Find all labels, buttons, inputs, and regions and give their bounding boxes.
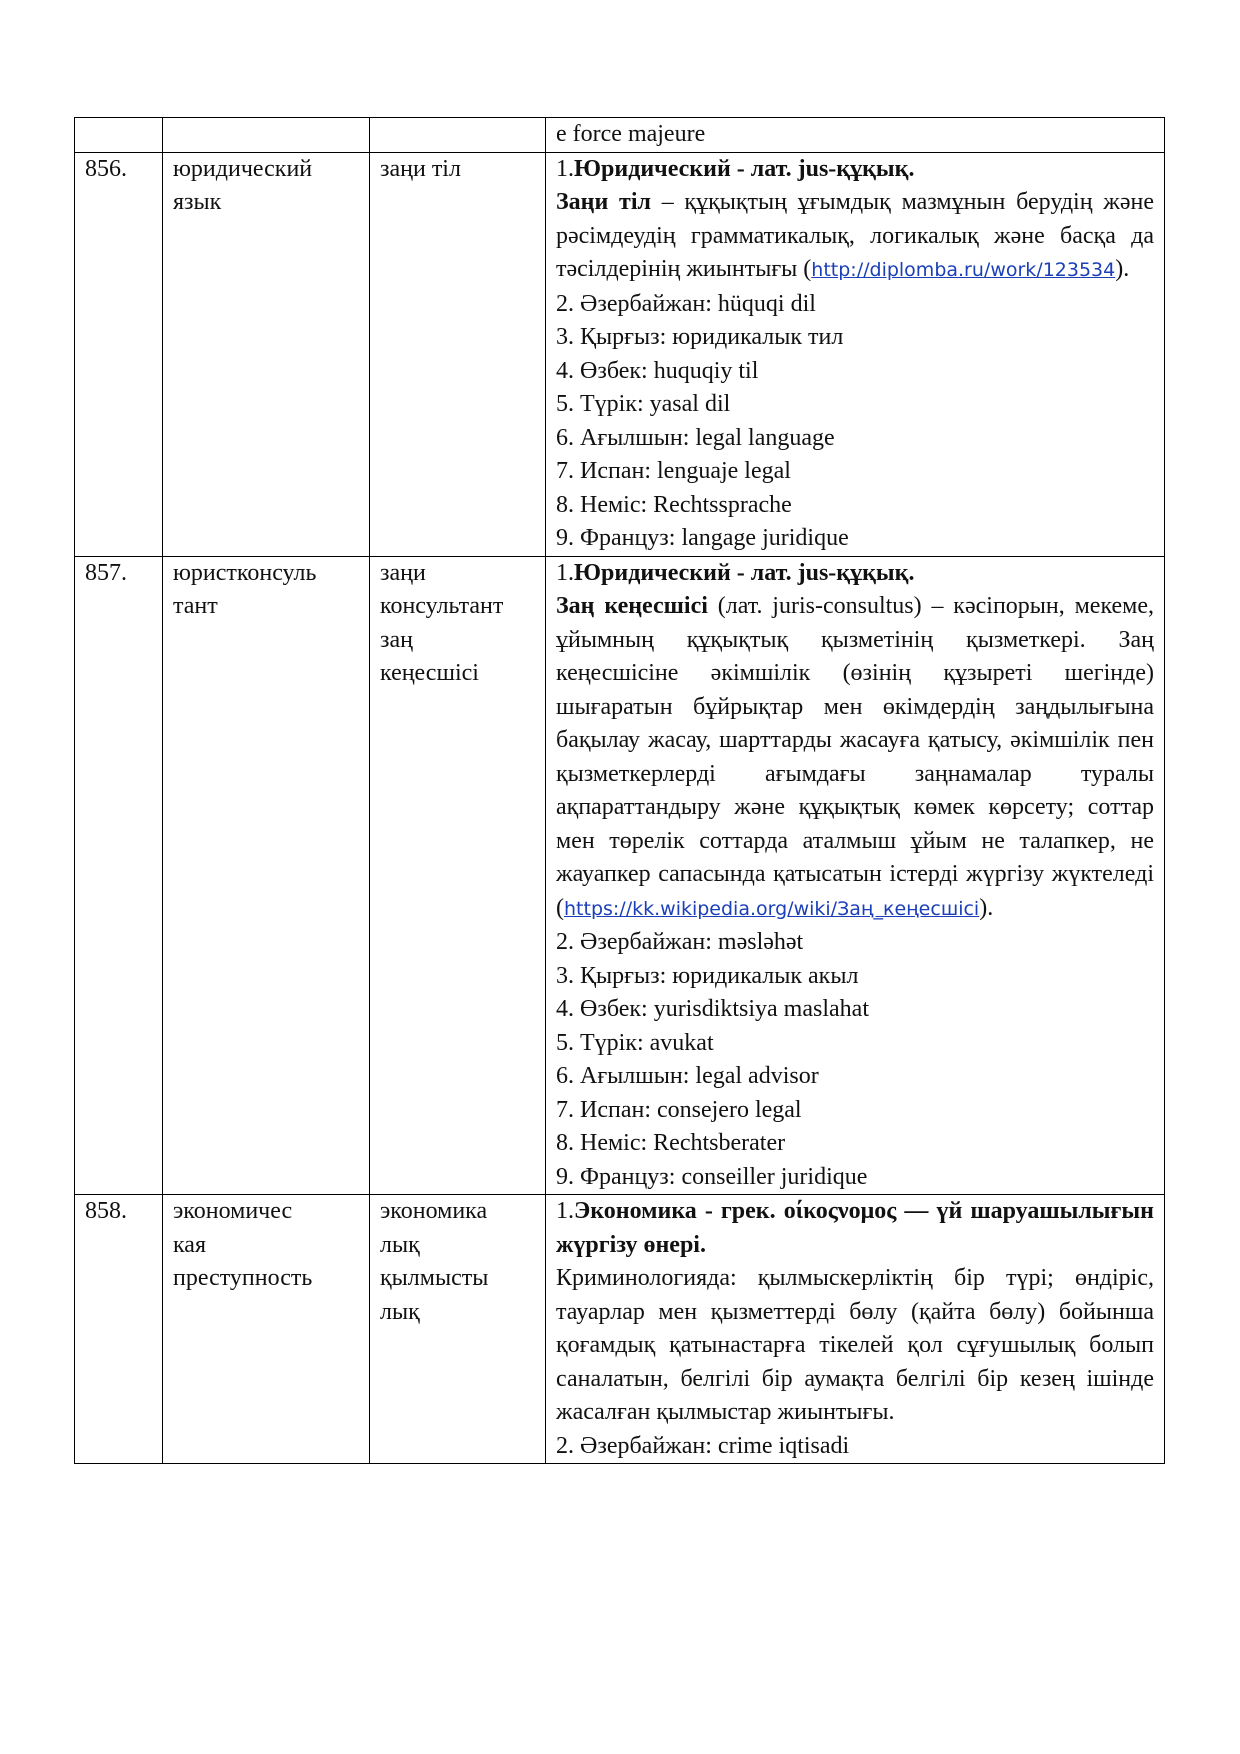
entry-number: 858. [75, 1195, 163, 1464]
table-row-continuation [75, 118, 1165, 153]
translation-line: 2. Әзербайжан: crime iqtisadi [556, 1432, 850, 1459]
document-page [74, 117, 1164, 1464]
table-row [75, 556, 1165, 1195]
translation-line: 6. Ағылшын: legal advisor [556, 1063, 819, 1089]
source-link[interactable]: https://kk.wikipedia.org/wiki/Заң_кеңесшісі [564, 897, 980, 920]
definition-cell [546, 556, 1165, 1195]
translation-line: 3. Қырғыз: юридикалык акыл [556, 962, 859, 989]
etymology-line: 1.Экономика - грек. οίκοςνομος — үй шаруашылығын жүргізу өнері. [556, 1198, 1154, 1258]
etymology-line: 1.Юридический - лат. jus-құқық. [556, 559, 915, 586]
translation-line: 2. Әзербайжан: hüquqi dil [556, 290, 816, 317]
translation-line: 2. Әзербайжан: məsləhət [556, 929, 804, 955]
translation-line: 3. Қырғыз: юридикалык тил [556, 324, 844, 350]
translation-line: 5. Түрік: avukat [556, 1029, 714, 1056]
table-row [75, 1195, 1165, 1464]
translation-line: 8. Неміс: Rechtssprache [556, 491, 792, 518]
definition-text: Заңи тіл – құқықтың ұғымдық мазмұнын берудің және рәсімдеудің грамматикалық, логикалық және басқа да тәсілдерінің жиынтығы (http://diplomba.ru/work/123534). [556, 189, 1154, 282]
num-cell [75, 118, 163, 153]
table-row [75, 152, 1165, 556]
source-link[interactable]: http://diplomba.ru/work/123534 [811, 259, 1116, 281]
definition-cell [546, 152, 1165, 556]
kz-term: заңи тіл [370, 152, 546, 556]
kz-term: заңи консультант заң кеңесшісі [370, 556, 546, 1195]
glossary-table [74, 117, 1165, 1464]
translation-line: 7. Испан: lenguaje legal [556, 458, 791, 484]
definition-cell [546, 1195, 1165, 1464]
translation-line: 5. Түрік: yasal dil [556, 391, 731, 417]
kz-term: экономика лық қылмысты лық [370, 1195, 546, 1464]
definition-text: Криминологияда: қылмыскерліктің бір түрі; өндіріс, тауарлар мен қызметтерді бөлу (қайта бөлу) бойынша қоғамдық қатынастарға тікелей қол сұғушылық болып саналатын, белгілі бір аумақта белгілі бір кезең ішінде жасалған қылмыстар жиынтығы. [556, 1265, 1154, 1425]
entry-number: 857. [75, 556, 163, 1195]
ru-term-cell [163, 118, 370, 153]
translation-line: 4. Өзбек: yurisdiktsiya maslahat [556, 996, 869, 1022]
translation-line: 9. Француз: conseiller juridique [556, 1163, 868, 1190]
translation-line: 9. Француз: langage juridique [556, 525, 849, 551]
ru-term: юридический язык [163, 152, 370, 556]
definition-text: Заң кеңесшісі (лат. juris-consultus) – кәсіпорын, мекеме, ұйымның құқықтық қызметінің қызметкері. Заң кеңесшісіне әкімшілік (өзінің құзыреті шегінде) шығаратын бұйрықтар мен өкімдердің заңдылығына бақылау жасау, шарттарды жасауға қатысу, әкімшілік пен қызметкерлерді ағымдағы заңнамалар туралы ақпараттандыру және құқықтық көмек көрсету; соттар мен төрелік соттарда аталмыш ұйым не талапкер, не жауапкер сапасында қатысатын істерді жүргізу жүктеледі (https://kk.wikipedia.org/wiki/Заң_кеңесшісі). [556, 593, 1154, 921]
entry-number: 856. [75, 152, 163, 556]
continuation-text: e force majeure [546, 118, 1165, 153]
ru-term: юристконсуль тант [163, 556, 370, 1195]
etymology-line: 1.Юридический - лат. jus-құқық. [556, 155, 915, 182]
translation-line: 4. Өзбек: huquqiy til [556, 357, 759, 384]
translation-line: 7. Испан: consejero legal [556, 1096, 802, 1123]
ru-term: экономичес кая преступность [163, 1195, 370, 1464]
kz-term-cell [370, 118, 546, 153]
translation-line: 8. Неміс: Rechtsberater [556, 1130, 786, 1156]
translation-line: 6. Ағылшын: legal language [556, 424, 835, 451]
